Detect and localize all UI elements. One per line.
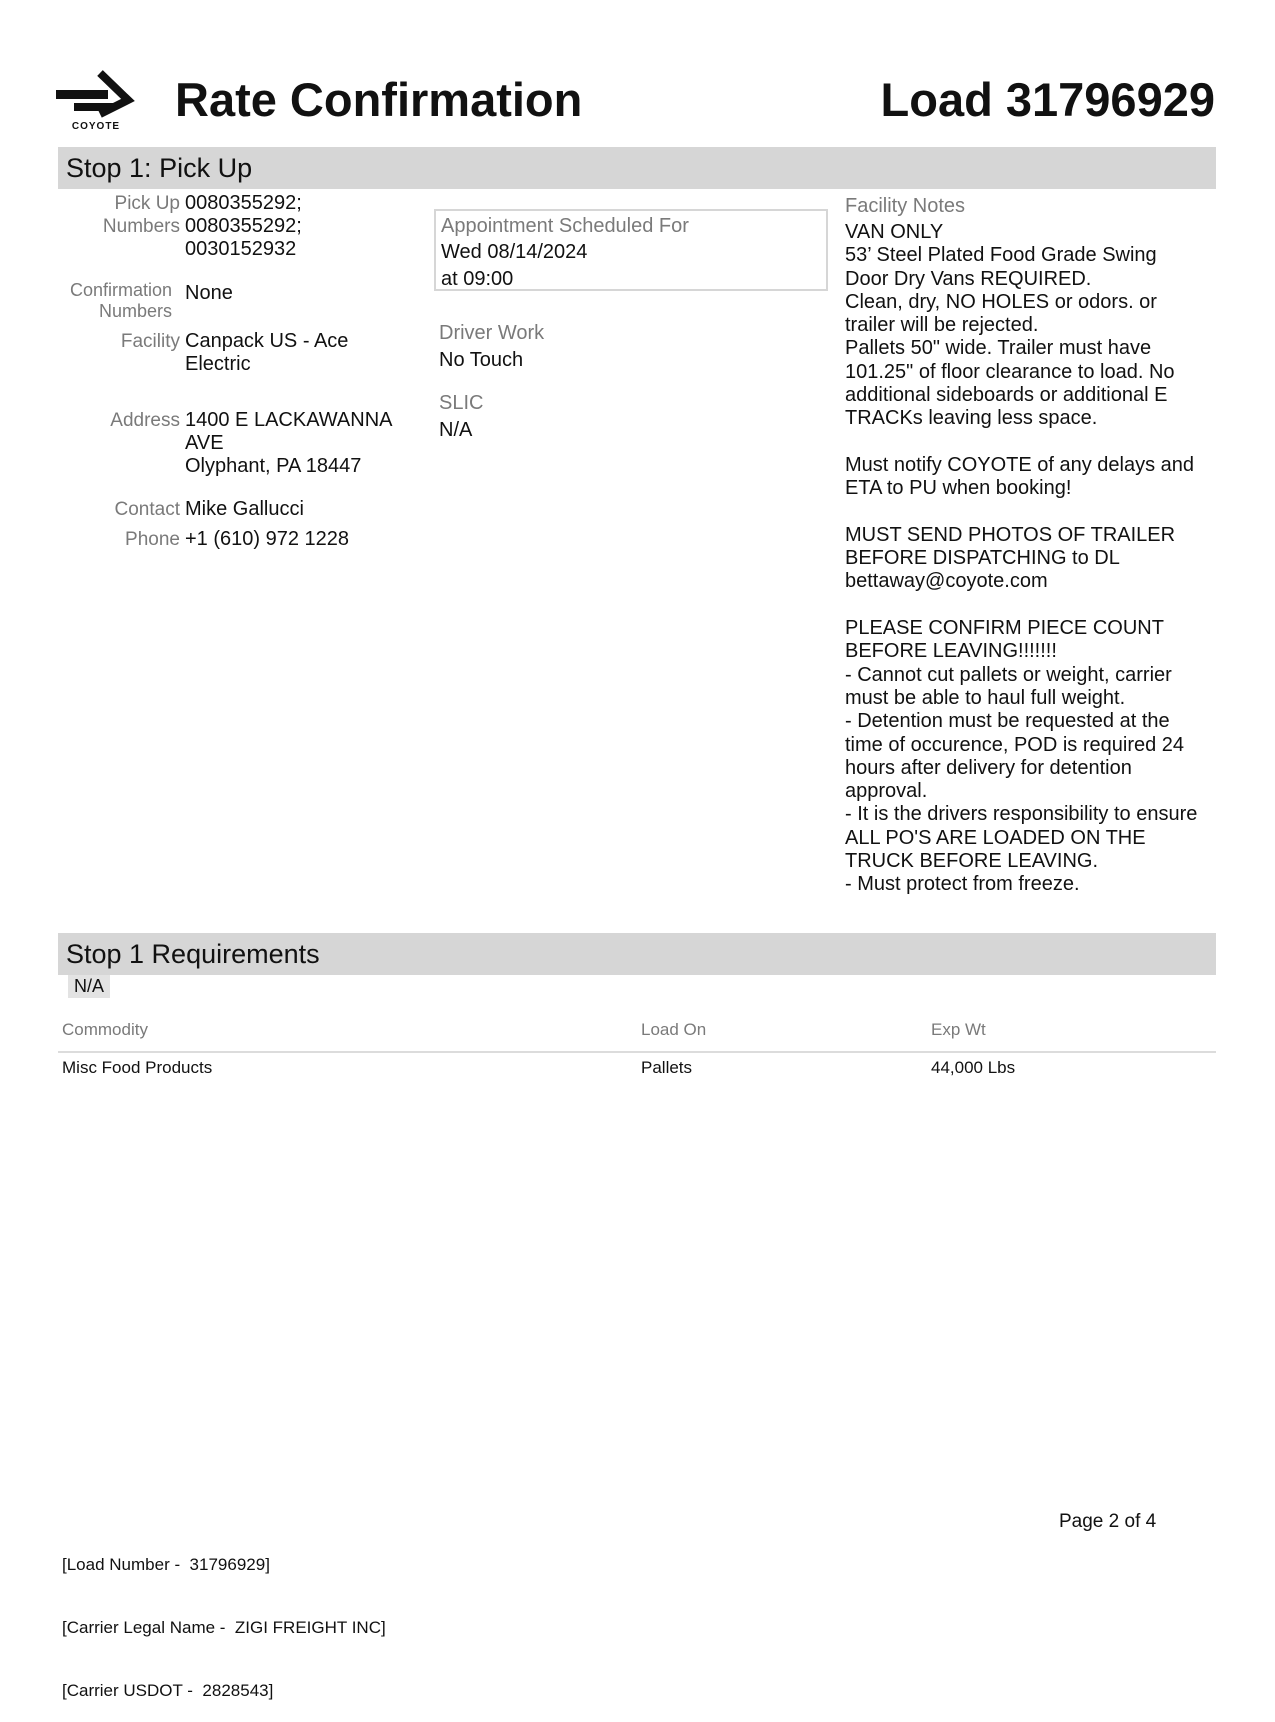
facility-note-line: PLEASE CONFIRM PIECE COUNT xyxy=(845,617,1164,640)
address xyxy=(185,409,415,478)
confirmation-numbers: None xyxy=(185,282,233,304)
slic-label: SLIC xyxy=(439,392,484,414)
table-header-load-on: Load On xyxy=(641,1020,707,1039)
contact-name: Mike Gallucci xyxy=(185,498,304,520)
footer-load-number: [Load Number - 31796929] xyxy=(62,1555,270,1574)
facility-notes xyxy=(845,221,1225,897)
facility-note-line: Must notify COYOTE of any delays and xyxy=(845,453,1195,476)
pickup-number: 0080355292; xyxy=(185,192,302,214)
facility-note-line: MUST SEND PHOTOS OF TRAILER xyxy=(845,523,1176,546)
address-label: Address xyxy=(110,410,180,431)
facility-name: Canpack US - Ace Electric xyxy=(185,330,349,375)
table-divider xyxy=(58,1051,1216,1053)
facility-note-line: BEFORE DISPATCHING to DL xyxy=(845,547,1120,570)
table-cell-exp-wt: 44,000 Lbs xyxy=(931,1058,1016,1077)
facility-note-line: TRUCK BEFORE LEAVING. xyxy=(845,850,1099,873)
address-line1: 1400 E LACKAWANNA AVE xyxy=(185,409,392,454)
stop-heading-band xyxy=(58,147,1216,189)
table-header-exp-wt: Exp Wt xyxy=(931,1020,986,1039)
load-number: Load 31796929 xyxy=(880,73,1215,126)
slic-value: N/A xyxy=(439,419,473,441)
requirements-heading: Stop 1 Requirements xyxy=(66,939,320,969)
coyote-logo-icon xyxy=(56,70,136,120)
table-header-commodity: Commodity xyxy=(62,1020,148,1039)
facility-note-line: TRACKs leaving less space. xyxy=(845,407,1098,430)
facility-label: Facility xyxy=(120,331,180,352)
facility-note-line: - It is the drivers responsibility to ensure xyxy=(845,803,1198,826)
facility-note-line: - Must protect from freeze. xyxy=(845,873,1080,896)
facility-note-line xyxy=(845,594,1225,617)
facility-note-line: trailer will be rejected. xyxy=(845,314,1039,337)
phone-label: Phone xyxy=(125,529,180,550)
facility-note-line: bettaway@coyote.com xyxy=(845,570,1048,593)
appointment-label: Appointment Scheduled For xyxy=(441,215,689,237)
phone-number: +1 (610) 972 1228 xyxy=(185,528,350,550)
facility-note-line: ALL PO'S ARE LOADED ON THE xyxy=(845,826,1146,849)
facility-note-line: Clean, dry, NO HOLES or odors. or xyxy=(845,290,1157,313)
facility-note-line: time of occurence, POD is required 24 xyxy=(845,733,1185,756)
page-title: Rate Confirmation xyxy=(175,73,583,126)
facility-note-line: must be able to haul full weight. xyxy=(845,686,1126,709)
facility-notes-label: Facility Notes xyxy=(845,195,966,217)
footer-carrier-name: [Carrier Legal Name - ZIGI FREIGHT INC] xyxy=(62,1618,386,1637)
facility-note-line xyxy=(845,431,1225,454)
facility-note-line: additional sideboards or additional E xyxy=(845,384,1168,407)
appointment-time: at 09:00 xyxy=(441,268,514,290)
facility-note-line: Pallets 50" wide. Trailer must have xyxy=(845,337,1152,360)
facility-note-line xyxy=(845,501,1225,524)
page-number: Page 2 of 4 xyxy=(1059,1511,1157,1532)
facility-note-line: - Detention must be requested at the xyxy=(845,710,1170,733)
pickup-numbers xyxy=(185,192,415,261)
facility-note-line: - Cannot cut pallets or weight, carrier xyxy=(845,663,1172,686)
logo-text: COYOTE xyxy=(71,121,121,132)
footer-info xyxy=(62,1512,386,1722)
driver-work: No Touch xyxy=(439,349,524,371)
contact-label: Contact xyxy=(114,499,180,520)
coyote-logo xyxy=(56,70,136,140)
table-cell-load-on: Pallets xyxy=(641,1058,693,1077)
appointment-date: Wed 08/14/2024 xyxy=(441,241,588,263)
facility-note-line: BEFORE LEAVING!!!!!!! xyxy=(845,640,1057,663)
driver-work-label: Driver Work xyxy=(439,322,545,344)
address-line2: Olyphant, PA 18447 xyxy=(185,455,362,477)
confirmation-numbers-label: Confirmation Numbers xyxy=(69,280,172,321)
facility-note-line: 101.25" of floor clearance to load. No xyxy=(845,360,1175,383)
facility-note-line: VAN ONLY xyxy=(845,221,944,243)
stop-heading: Stop 1: Pick Up xyxy=(66,153,253,183)
facility-note-line: Door Dry Vans REQUIRED. xyxy=(845,267,1092,290)
facility-note-line: 53’ Steel Plated Food Grade Swing xyxy=(845,244,1157,267)
facility-note-line: approval. xyxy=(845,780,928,803)
facility-note-line: hours after delivery for detention xyxy=(845,756,1132,779)
requirements-band xyxy=(58,933,1216,975)
table-cell-commodity: Misc Food Products xyxy=(62,1058,213,1077)
requirements-value-badge: N/A xyxy=(68,975,110,998)
pickup-number: 0080355292; xyxy=(185,215,302,237)
facility-note-line: ETA to PU when booking! xyxy=(845,477,1072,500)
pickup-number: 0030152932 xyxy=(185,238,297,260)
pickup-numbers-label: Pick Up Numbers xyxy=(102,193,180,237)
footer-carrier-usdot: [Carrier USDOT - 2828543] xyxy=(62,1681,274,1700)
